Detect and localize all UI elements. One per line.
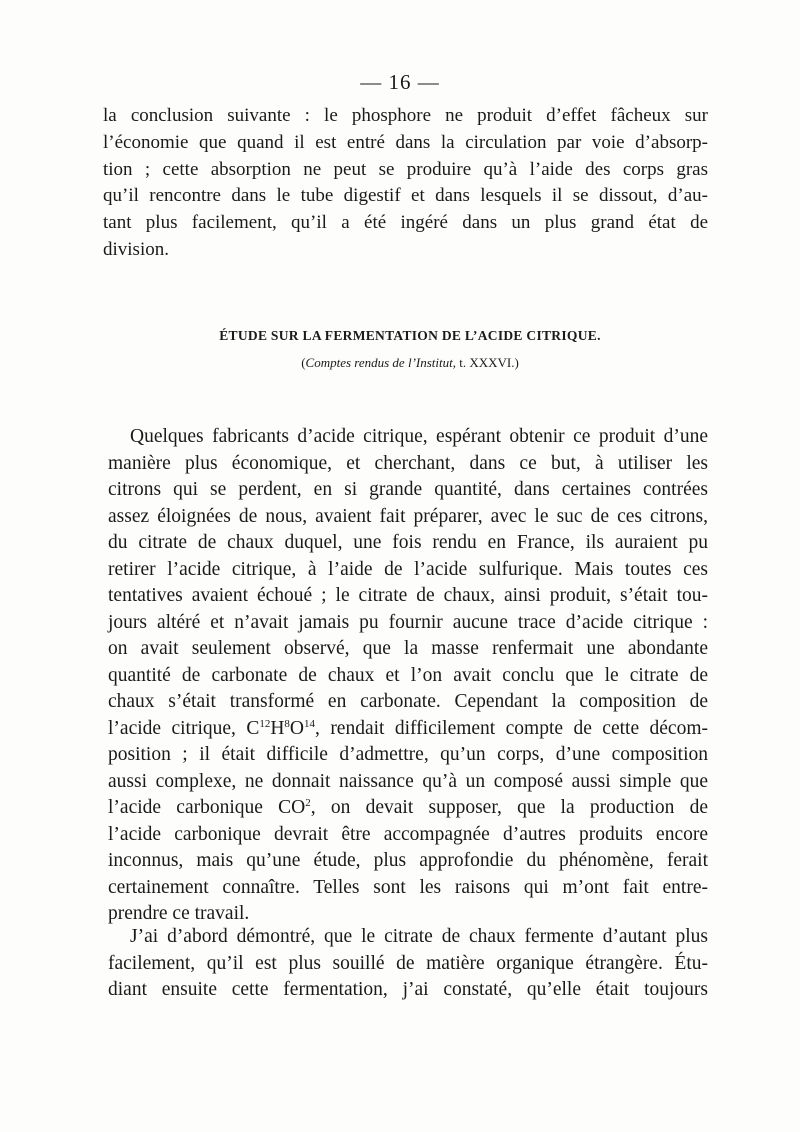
page-number: — 16 — — [360, 70, 440, 94]
text-line: facilement, qu’il est plus souillé de matière organique étrangère. Étu- — [108, 952, 708, 974]
text-line: division. — [103, 238, 169, 260]
text-line: Quelques fabricants d’acide citrique, espérant obtenir ce produit d’une — [130, 426, 708, 447]
hydrogen-symbol: H — [270, 717, 285, 739]
oxygen-count: 14 — [304, 717, 316, 730]
text-line: l’acide carbonique devrait être accompagnée d’autres produits encore — [108, 823, 708, 845]
reference-open-paren: ( — [301, 355, 306, 370]
text-line: citrons qui se perdent, en si grande quantité, dans certaines contrées — [108, 479, 708, 500]
paragraph-introduction — [108, 424, 708, 928]
text-line: assez éloignées de nous, avaient fait préparer, avec le suc de ces citrons, — [108, 505, 708, 527]
co2-line — [108, 795, 708, 822]
text-line: la conclusion suivante : le phosphore ne produit d’effet fâcheux sur — [103, 105, 708, 126]
text-line: diant ensuite cette fermentation, j’ai constaté, qu’elle était toujours — [108, 979, 708, 1000]
text-line: certainement connaître. Telles sont les raisons qui m’ont fait entre- — [108, 876, 708, 898]
oxygen-count: 2 — [305, 797, 311, 809]
text-line: l’économie que quand il est entré dans la circulation par voie d’absorp- — [103, 131, 708, 153]
text-line: tant plus facilement, qu’il a été ingéré dans un plus grand état de — [103, 212, 708, 234]
formula-prefix: l’acide citrique, C — [108, 717, 260, 739]
formula-line — [108, 716, 708, 743]
reference-volume: t. XXXVI.) — [455, 355, 519, 370]
text-line: on avait seulement observé, que la masse renfermait une abondante — [108, 638, 708, 659]
carbon-count: 12 — [259, 717, 271, 730]
reference-source: Comptes rendus de l’Institut, — [305, 355, 456, 370]
text-line: qu’il rencontre dans le tube digestif et dans lesquels il se dissout, d’au- — [103, 185, 708, 207]
section-reference — [0, 355, 800, 371]
co2-suffix: , on devait supposer, que la production de — [310, 797, 708, 818]
paragraph-fermentation — [108, 924, 708, 1004]
paragraph-conclusion — [103, 103, 708, 264]
co2-prefix: l’acide carbonique CO — [108, 797, 306, 818]
text-line: position ; il était difficile d’admettre, qu’un corps, d’une composition — [108, 744, 708, 765]
hydrogen-count: 8 — [284, 717, 290, 730]
oxygen-symbol: O — [289, 717, 305, 739]
section-title: ÉTUDE SUR LA FERMENTATION DE L’ACIDE CITRIQUE. — [219, 328, 601, 343]
text-line: inconnus, mais qu’une étude, plus approfondie du phénomène, ferait — [108, 850, 708, 871]
text-line: manière plus économique, et cherchant, dans ce but, à utiliser les — [108, 452, 708, 474]
text-line: jours altéré et n’avait jamais pu fournir aucune trace d’acide citrique : — [108, 611, 708, 633]
text-line: aussi complexe, ne donnait naissance qu’à un composé aussi simple que — [108, 770, 708, 792]
formula-suffix: , rendait difficilement compte de cette décom- — [315, 717, 708, 739]
text-line: tion ; cette absorption ne peut se produire qu’à l’aide des corps gras — [103, 158, 708, 180]
text-line: chaux s’était transformé en carbonate. Cependant la composition de — [108, 691, 708, 712]
text-line: prendre ce travail. — [108, 903, 250, 924]
text-line: quantité de carbonate de chaux et l’on avait conclu que le citrate de — [108, 664, 708, 686]
text-line: tentatives avaient échoué ; le citrate de chaux, ainsi produit, s’était tou- — [108, 585, 708, 606]
text-line: J’ai d’abord démontré, que le citrate de chaux fermente d’autant plus — [130, 926, 708, 947]
text-line: retirer l’acide citrique, à l’aide de l’acide sulfurique. Mais toutes ces — [108, 558, 708, 580]
text-line: du citrate de chaux duquel, une fois rendu en France, ils auraient pu — [108, 532, 708, 553]
